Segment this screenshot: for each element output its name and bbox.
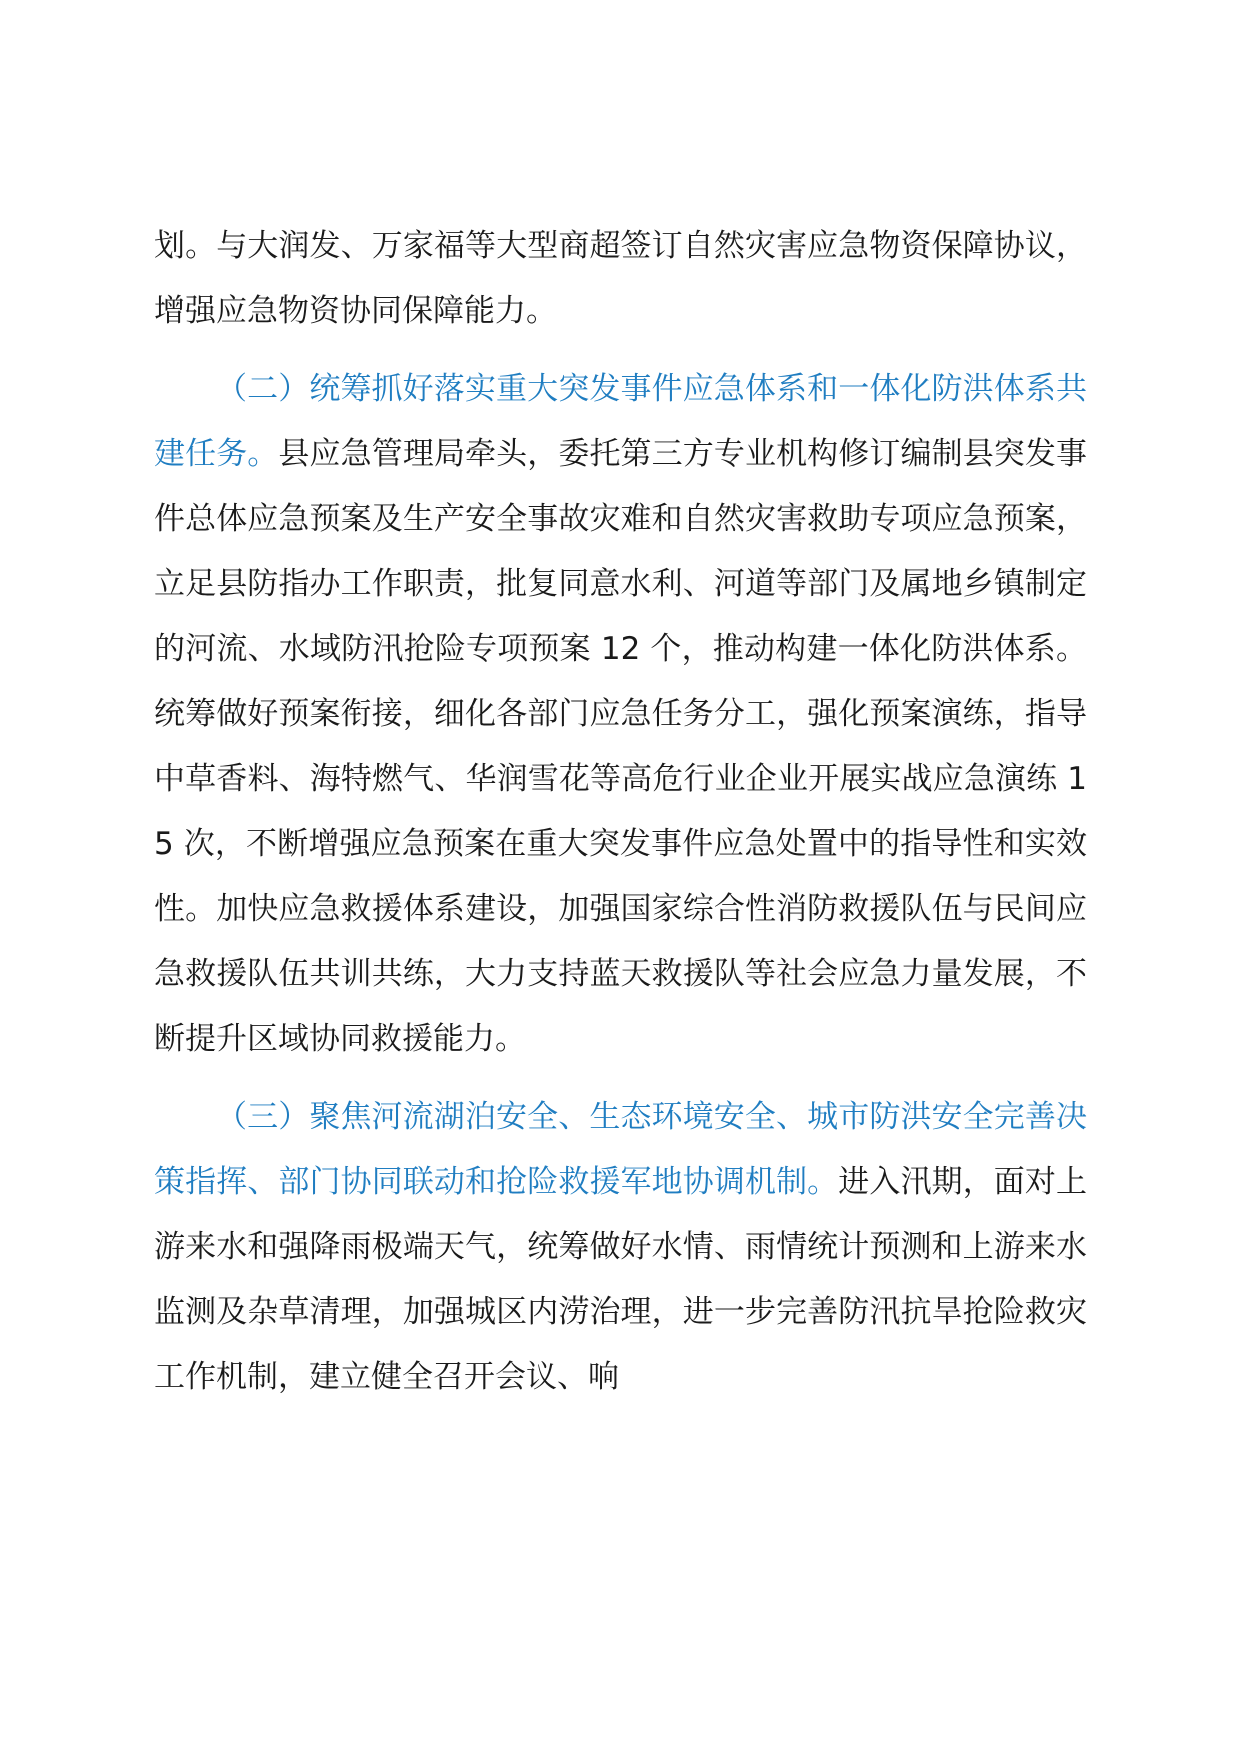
section-heading: （二）统筹抓好落实重大突发事件应急体系和一体化防洪体系共建任务。 (154, 371, 1087, 472)
paragraph-section-3 (154, 1085, 1087, 1410)
paragraph-section-2 (154, 357, 1087, 1072)
section-heading: （三）聚焦河流湖泊安全、生态环境安全、城市防洪安全完善决策指挥、部门协同联动和抢险救援军地协调机制。 (154, 1099, 1087, 1200)
paragraph-text: 县应急管理局牵头，委托第三方专业机构修订编制县突发事件总体应急预案及生产安全事故灾难和自然灾害救助专项应急预案，立足县防指办工作职责，批复同意水利、河道等部门及属地乡镇制定的河流、水域防汛抢险专项预案 12 个，推动构建一体化防洪体系。统筹做好预案衔接，细化各部门应急任务分工，强化预案演练，指导中草香料、海特燃气、华润雪花等高危行业企业开展实战应急演练 15 次，不断增强应急预案在重大突发事件应急处置中的指导性和实效性。加快应急救援体系建设，加强国家综合性消防救援队伍与民间应急救援队伍共训共练，大力支持蓝天救援队等社会应急力量发展，不断提升区域协同救援能力。 (154, 436, 1088, 1057)
paragraph-text: 划。与大润发、万家福等大型商超签订自然灾害应急物资保障协议，增强应急物资协同保障能力。 (154, 228, 1087, 329)
document-body (154, 214, 1087, 1410)
paragraph-continuation (154, 214, 1087, 344)
paragraph-text: 进入汛期，面对上游来水和强降雨极端天气，统筹做好水情、雨情统计预测和上游来水监测及杂草清理，加强城区内涝治理，进一步完善防汛抗旱抢险救灾工作机制，建立健全召开会议、响 (154, 1164, 1088, 1395)
